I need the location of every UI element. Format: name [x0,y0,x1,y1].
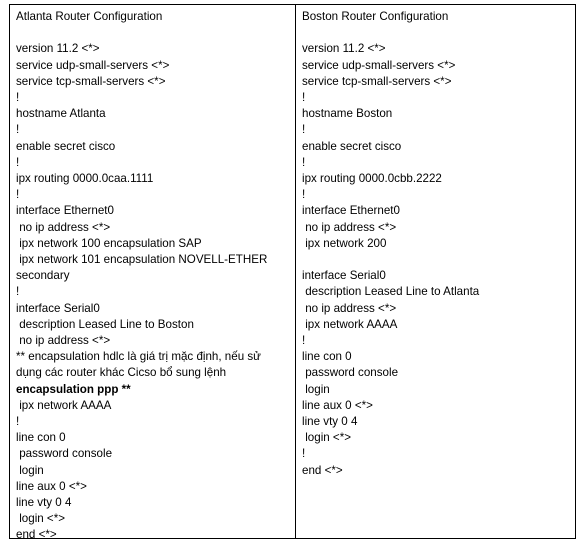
config-line: ! [302,123,306,137]
atlanta-config-lines [16,41,289,543]
config-line: hostname Atlanta [16,107,106,121]
config-line: interface Ethernet0 [302,204,400,218]
config-line: ipx routing 0000.0caa.1111 [16,172,154,186]
config-line: ** encapsulation hdlc là giá trị mặc định, nếu sử dụng các router khác Cicso bổ sung lệnh [16,350,265,380]
config-line: ipx network 101 encapsulation NOVELL-ETHER secondary [16,253,271,283]
config-line [302,252,569,268]
config-line: description Leased Line to Boston [16,317,194,331]
config-line: version 11.2 <*> [302,42,386,56]
config-line: interface Serial0 [302,269,386,283]
config-line: line con 0 [302,350,352,364]
config-line: password console [16,447,113,461]
config-line: ipx network 200 [302,236,387,250]
config-line: line aux 0 <*> [302,398,373,412]
config-line: ! [302,91,306,104]
config-line: end <*> [16,528,57,542]
config-line: line aux 0 <*> [16,479,87,493]
config-line: no ip address <*> [16,334,111,348]
config-line: service udp-small-servers <*> [302,58,456,72]
config-line: interface Serial0 [16,301,100,315]
config-line: ipx network AAAA [302,317,398,331]
config-line: ! [302,188,306,202]
config-line: login [16,463,44,477]
config-line: description Leased Line to Atlanta [302,285,480,299]
config-line: ! [302,447,306,461]
boston-config-lines [302,41,569,478]
config-line: version 11.2 <*> [16,42,100,56]
config-line: service tcp-small-servers <*> [16,74,166,88]
config-line: ! [302,334,306,348]
config-line: end <*> [302,463,343,477]
config-line: ipx network AAAA [16,398,112,412]
atlanta-config-cell [10,5,296,542]
config-line: hostname Boston [302,107,393,121]
config-line: no ip address <*> [302,301,397,315]
config-line: ! [16,415,20,429]
config-line: ipx routing 0000.0cbb.2222 [302,172,442,186]
config-line: login [302,382,330,396]
boston-config-cell [296,5,575,538]
config-line: no ip address <*> [16,220,111,234]
config-line: service tcp-small-servers <*> [302,74,452,88]
config-line: ! [16,188,20,202]
config-line: ! [16,123,20,137]
atlanta-config-title: Atlanta Router Configuration [16,10,163,23]
config-line: password console [302,366,399,380]
config-line: encapsulation ppp ** [16,382,131,396]
config-line: ! [16,91,20,104]
config-line: login <*> [302,431,351,445]
config-line: ! [16,155,20,169]
config-line: ! [302,155,306,169]
config-line: service udp-small-servers <*> [16,58,170,72]
config-line: login <*> [16,512,65,526]
config-line: interface Ethernet0 [16,204,114,218]
boston-config-title: Boston Router Configuration [302,10,449,23]
config-line: ipx network 100 encapsulation SAP [16,236,202,250]
config-line: line con 0 [16,431,66,445]
config-line: no ip address <*> [302,220,397,234]
config-line: ! [16,285,20,299]
config-line: enable secret cisco [302,139,402,153]
config-line: line vty 0 4 [16,496,72,510]
config-comparison-table [9,4,576,542]
config-line: line vty 0 4 [302,415,358,429]
config-line: enable secret cisco [16,139,116,153]
